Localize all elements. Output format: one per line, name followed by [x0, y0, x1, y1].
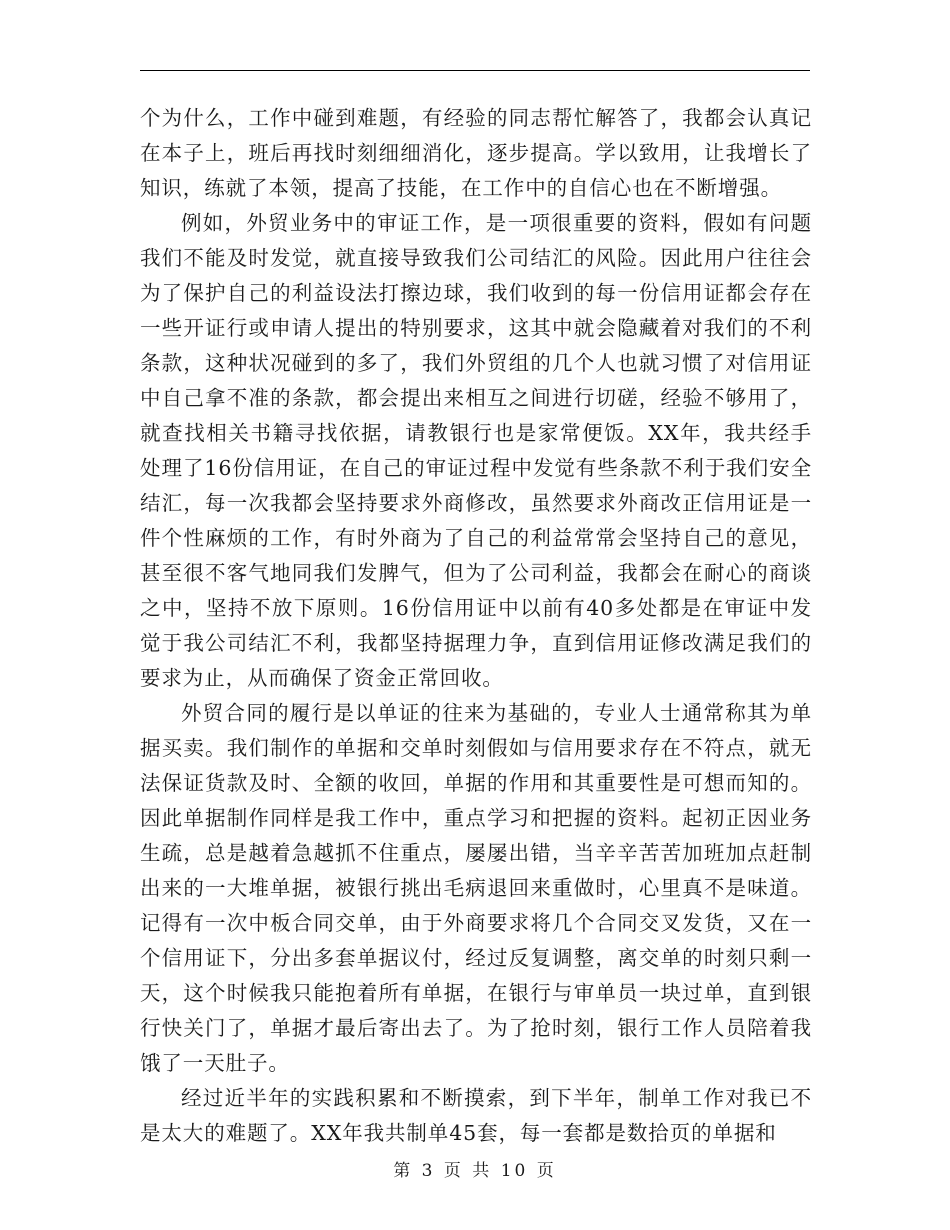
paragraph-letter-of-credit: 例如，外贸业务中的审证工作，是一项很重要的资料，假如有问题我们不能及时发觉，就直接导致我们公司结汇的风险。因此用户往往会为了保护自己的利益设法打擦边球，我们收到的每一份信用证都会存在一些开证行或申请人提出的特别要求，这其中就会隐藏着对我们的不利条款，这种状况碰到的多了，我们外贸组的几个人也就习惯了对信用证中自己拿不准的条款，都会提出来相互之间进行切磋，经验不够用了，就查找相关书籍寻找依据，请教银行也是家常便饭。XX年，我共经手处理了16份信用证，在自己的审证过程中发觉有些条款不利于我们安全结汇，每一次我都会坚持要求外商修改，虽然要求外商改正信用证是一件个性麻烦的工作，有时外商为了自己的利益常常会坚持自己的意见，甚至很不客气地同我们发脾气，但为了公司利益，我都会在耐心的商谈之中，坚持不放下原则。16份信用证中以前有40多处都是在审证中发觉于我公司结汇不利，我都坚持据理力争，直到信用证修改满足我们的要求为止，从而确保了资金正常回收。 — [140, 211, 812, 690]
paragraph-continuation: 个为什么，工作中碰到难题，有经验的同志帮忙解答了，我都会认真记在本子上，班后再找时刻细细消化，逐步提高。学以致用，让我增长了知识，练就了本领，提高了技能，在工作中的自信心也在不断增强。 — [140, 106, 812, 200]
paragraph-practice: 经过近半年的实践积累和不断摸索，到下半年，制单工作对我已不是太大的难题了。XX年我共制单45套，每一套都是数拾页的单据和 — [140, 1086, 812, 1145]
body-text — [140, 101, 812, 1151]
page-number-footer: 第 3 页 共 10 页 — [393, 1161, 557, 1181]
paragraph-documents: 外贸合同的履行是以单证的往来为基础的，专业人士通常称其为单据买卖。我们制作的单据和交单时刻假如与信用要求存在不符点，就无法保证货款及时、全额的收回，单据的作用和其重要性是可想而知的。因此单据制作同样是我工作中，重点学习和把握的资料。起初正因业务生疏，总是越着急越抓不住重点，屡屡出错，当辛辛苦苦加班加点赶制出来的一大堆单据，被银行挑出毛病退回来重做时，心里真不是味道。记得有一次中板合同交单，由于外商要求将几个合同交叉发货，又在一个信用证下，分出多套单据议付，经过反复调整，离交单的时刻只剩一天，这个时候我只能抱着所有单据，在银行与审单员一块过单，直到银行快关门了，单据才最后寄出去了。为了抢时刻，银行工作人员陪着我饿了一天肚子。 — [140, 701, 812, 1075]
header-rule — [140, 70, 810, 71]
